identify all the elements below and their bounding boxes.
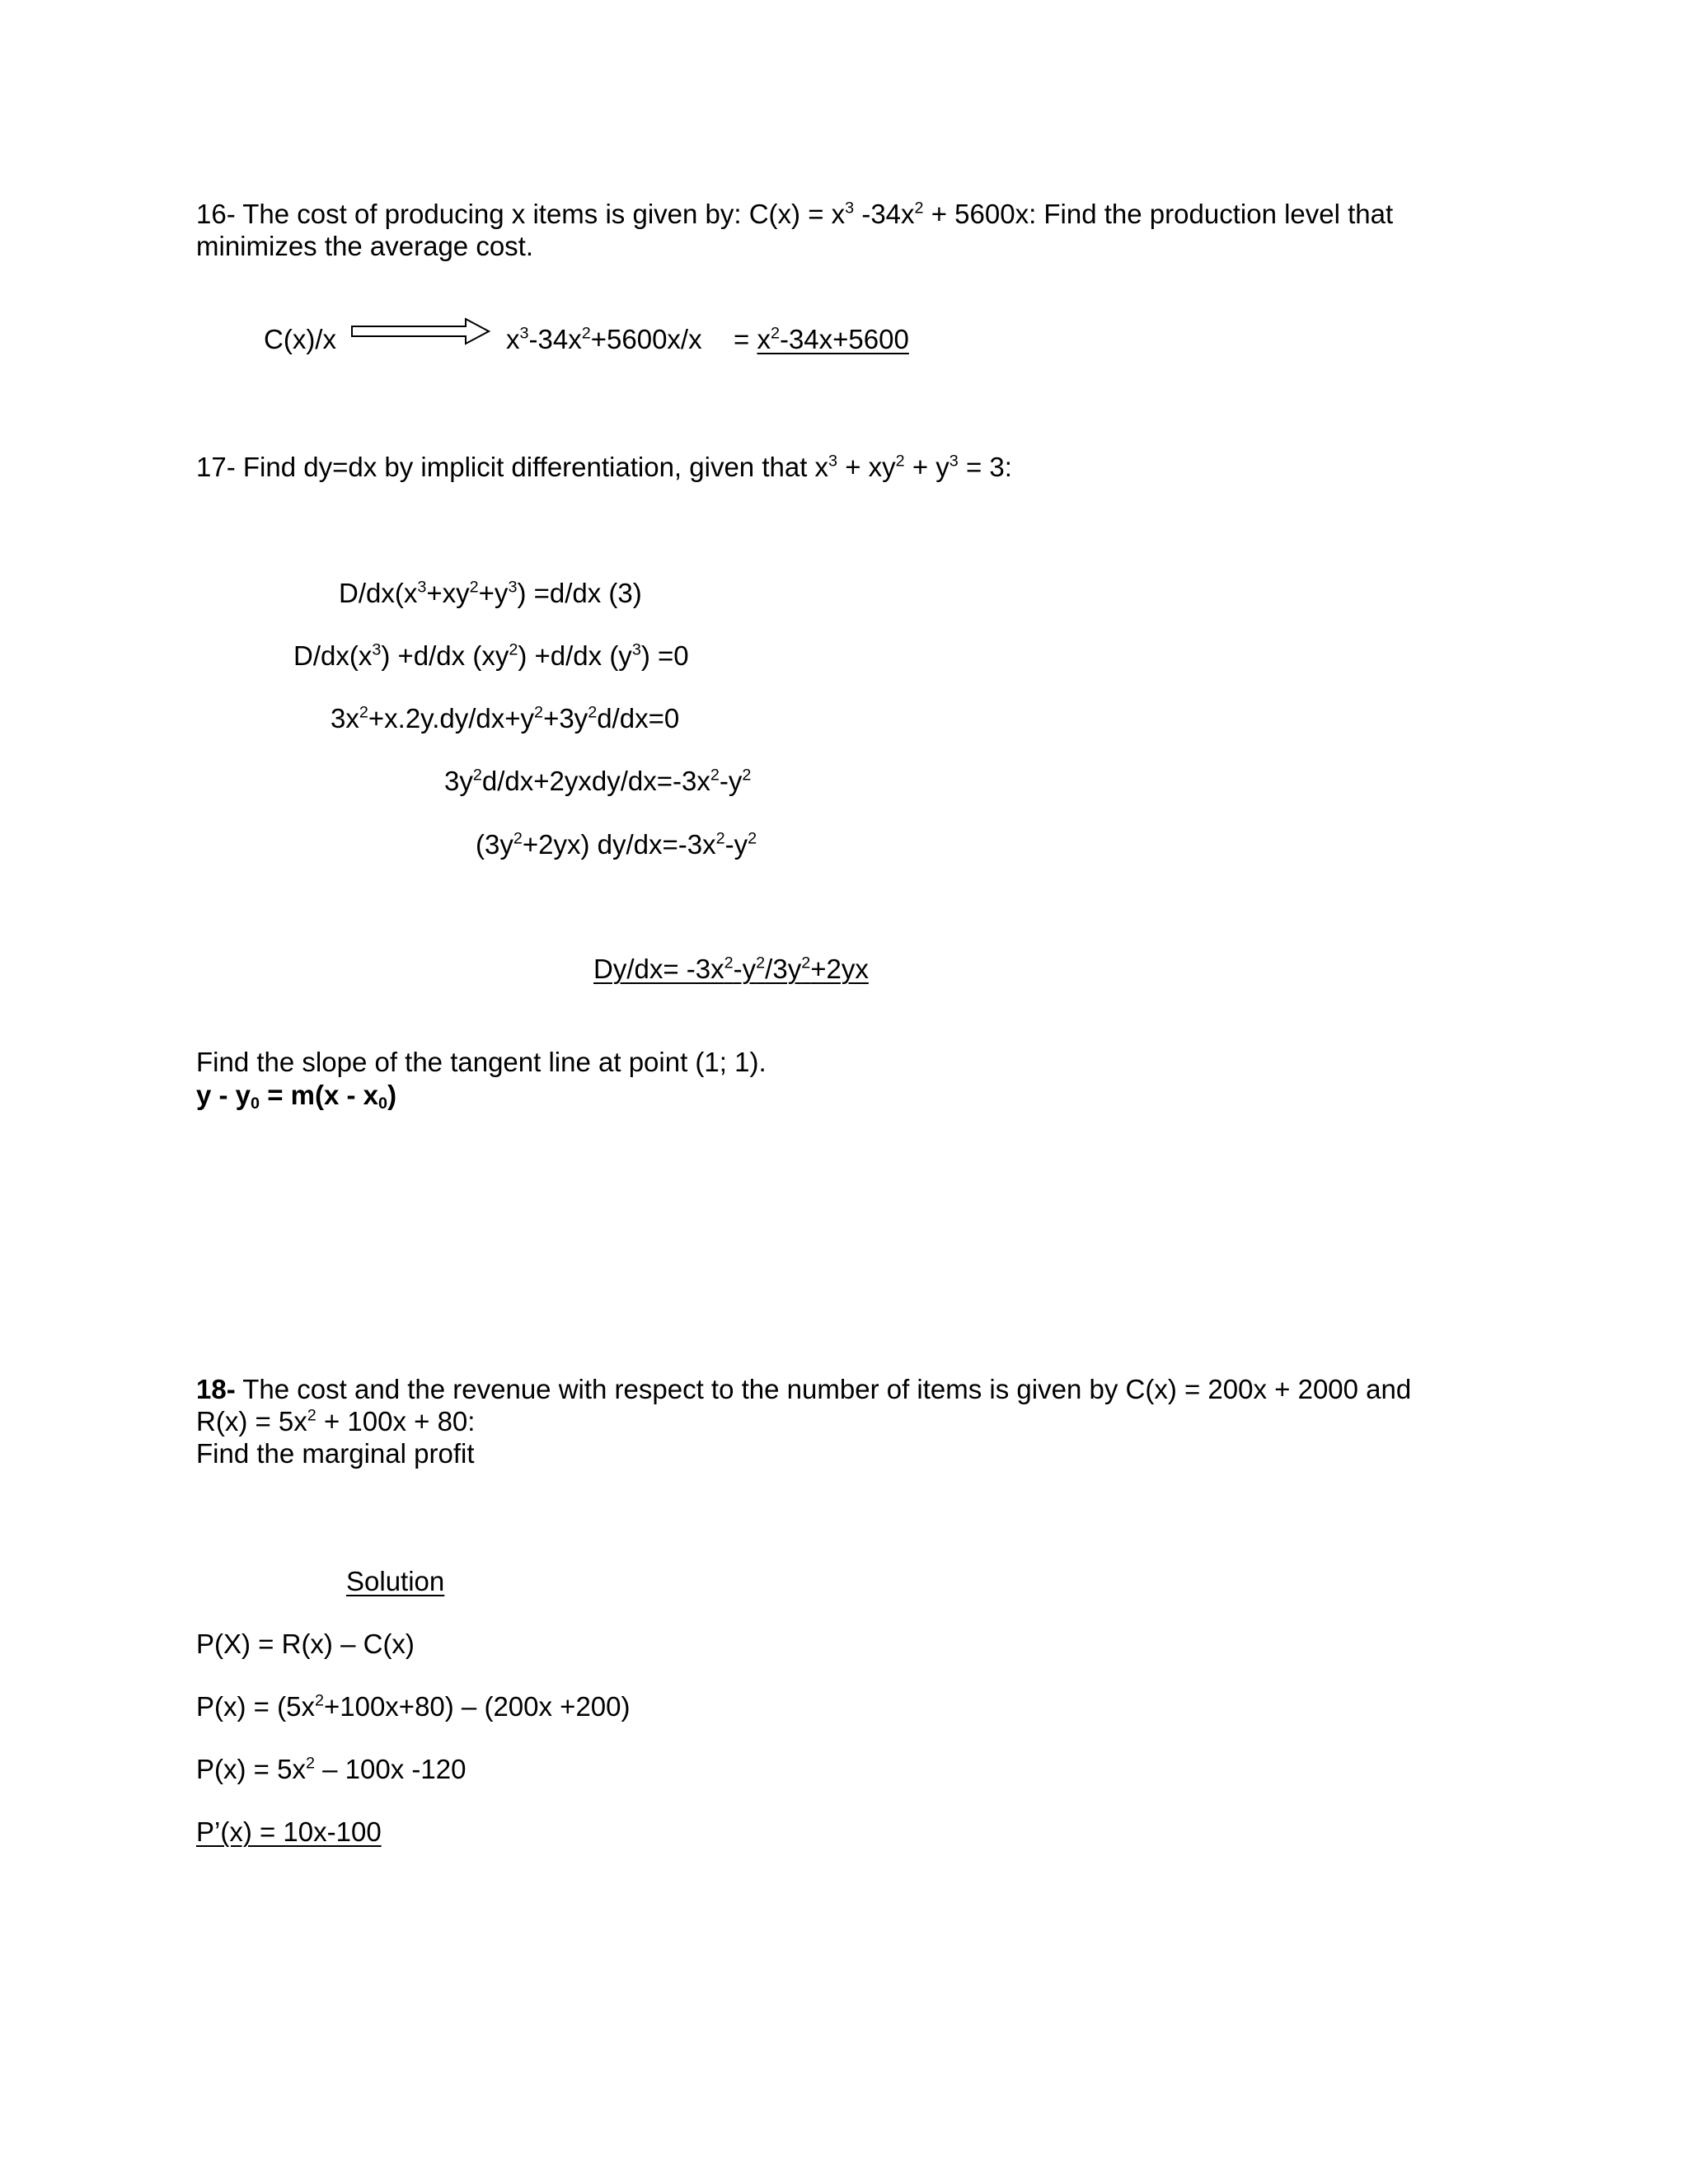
step-part: +3y: [543, 703, 588, 733]
q17-step1: [339, 578, 642, 609]
step-part: +x.2y.dy/dx+y: [368, 703, 535, 733]
step-part: D/dx(x: [293, 640, 373, 671]
q18-solution-line2: [196, 1691, 631, 1722]
q17-step2: [293, 640, 689, 672]
sol-part: P(x) = (5x: [196, 1691, 315, 1722]
exponent: 2: [534, 703, 544, 722]
q18-text: + 100x + 80:: [316, 1406, 476, 1436]
exponent: 2: [472, 766, 482, 785]
exponent: 3: [949, 452, 959, 471]
exponent: 3: [508, 578, 518, 597]
step-part: D/dx(x: [339, 578, 418, 608]
exponent: 2: [588, 703, 598, 722]
exponent: 2: [509, 640, 518, 659]
step-part: ) +d/dx (y: [518, 640, 632, 671]
q18-line3: Find the marginal profit: [196, 1438, 475, 1469]
q17-text: + xy: [837, 452, 896, 482]
q17-question: [196, 452, 1012, 483]
exponent: 2: [770, 324, 780, 343]
subscript: 0: [251, 1094, 260, 1113]
right-arrow-icon: [350, 317, 490, 345]
q17-step3: [331, 703, 679, 734]
exponent: 2: [756, 954, 766, 972]
q17-step5: [476, 829, 757, 860]
step-part: 3x: [331, 703, 359, 733]
exponent: 2: [307, 1406, 316, 1425]
exponent: 2: [742, 766, 752, 785]
expr-part: x: [757, 324, 771, 354]
q17-answer: [593, 954, 869, 985]
expr-part: -34x: [528, 324, 582, 354]
exponent: 2: [914, 199, 924, 218]
expr-part: -34x+5600: [779, 324, 909, 354]
q17-tangent-equation: [196, 1080, 396, 1111]
exponent: 3: [417, 578, 427, 597]
step-part: ) =d/dx (3): [517, 578, 642, 608]
step-part: +2yx) dy/dx=-3x: [522, 829, 716, 860]
exponent: 2: [314, 1691, 324, 1710]
q17-text: = 3:: [958, 452, 1012, 482]
q16-line1: [196, 199, 1393, 230]
exponent: 3: [828, 452, 838, 471]
sol-part: +100x+80) – (200x +200): [323, 1691, 631, 1722]
step-part: +xy: [426, 578, 470, 608]
q16-text: -34x: [854, 199, 915, 229]
exponent: 3: [631, 640, 641, 659]
eq-part: ): [387, 1080, 397, 1110]
step-part: +y: [478, 578, 509, 608]
exponent: 2: [581, 324, 591, 343]
q18-line2: [196, 1406, 475, 1437]
exponent: 2: [801, 954, 811, 972]
exponent: 2: [724, 954, 734, 972]
expr-part: x: [506, 324, 520, 354]
q17-tangent-question: Find the slope of the tangent line at point (1; 1).: [196, 1047, 767, 1077]
exponent: 3: [845, 199, 855, 218]
eq-part: y - y: [196, 1080, 251, 1110]
q16-result-underlined: [757, 324, 908, 354]
q17-text: + y: [904, 452, 950, 482]
exponent: 2: [710, 766, 720, 785]
exponent: 2: [305, 1754, 315, 1773]
q16-line2: minimizes the average cost.: [196, 231, 534, 261]
exponent: 2: [513, 829, 523, 848]
step-part: d/dx+2yxdy/dx=-3x: [481, 766, 710, 796]
step-part: -y: [719, 766, 743, 796]
q16-result: [734, 324, 909, 355]
q18-line1: [196, 1374, 1411, 1405]
answer-part: -y: [733, 954, 757, 984]
answer-part: /3y: [765, 954, 802, 984]
answer-part: Dy/dx= -3x: [593, 954, 724, 984]
step-part: d/dx=0: [597, 703, 680, 733]
step-part: ) =0: [640, 640, 689, 671]
solution-heading: Solution: [346, 1566, 445, 1596]
q17-text: 17- Find dy=dx by implicit differentiation, given that x: [196, 452, 829, 482]
step-part: (3y: [476, 829, 513, 860]
exponent: 2: [895, 452, 905, 471]
exponent: 2: [715, 829, 725, 848]
equals-sign: =: [734, 324, 757, 354]
step-part: ) +d/dx (xy: [381, 640, 509, 671]
subscript: 0: [378, 1094, 388, 1113]
q16-expression: [506, 324, 702, 355]
step-part: -y: [724, 829, 748, 860]
sol-part: – 100x -120: [314, 1754, 467, 1784]
exponent: 3: [372, 640, 382, 659]
step-part: 3y: [444, 766, 473, 796]
exponent: 2: [469, 578, 479, 597]
q16-text: 16- The cost of producing x items is given by: C(x) = x: [196, 199, 846, 229]
expr-part: +5600x/x: [590, 324, 702, 354]
q18-solution-line4: P’(x) = 10x-100: [196, 1816, 382, 1847]
q16-average-cost-label: C(x)/x: [264, 324, 336, 354]
answer-part: +2yx: [810, 954, 869, 984]
q17-step4: [444, 766, 751, 797]
q18-text: R(x) = 5x: [196, 1406, 307, 1436]
q16-text: + 5600x: Find the production level that: [923, 199, 1394, 229]
q18-text: The cost and the revenue with respect to the number of items is given by C(x) = 200x + 2000 and: [235, 1374, 1412, 1404]
q18-solution-line1: P(X) = R(x) – C(x): [196, 1629, 415, 1659]
exponent: 2: [359, 703, 368, 722]
eq-part: = m(x - x: [260, 1080, 379, 1110]
q18-solution-line3: [196, 1754, 466, 1785]
sol-part: P(x) = 5x: [196, 1754, 306, 1784]
exponent: 2: [748, 829, 757, 848]
q18-number: 18-: [196, 1374, 236, 1404]
exponent: 3: [519, 324, 529, 343]
